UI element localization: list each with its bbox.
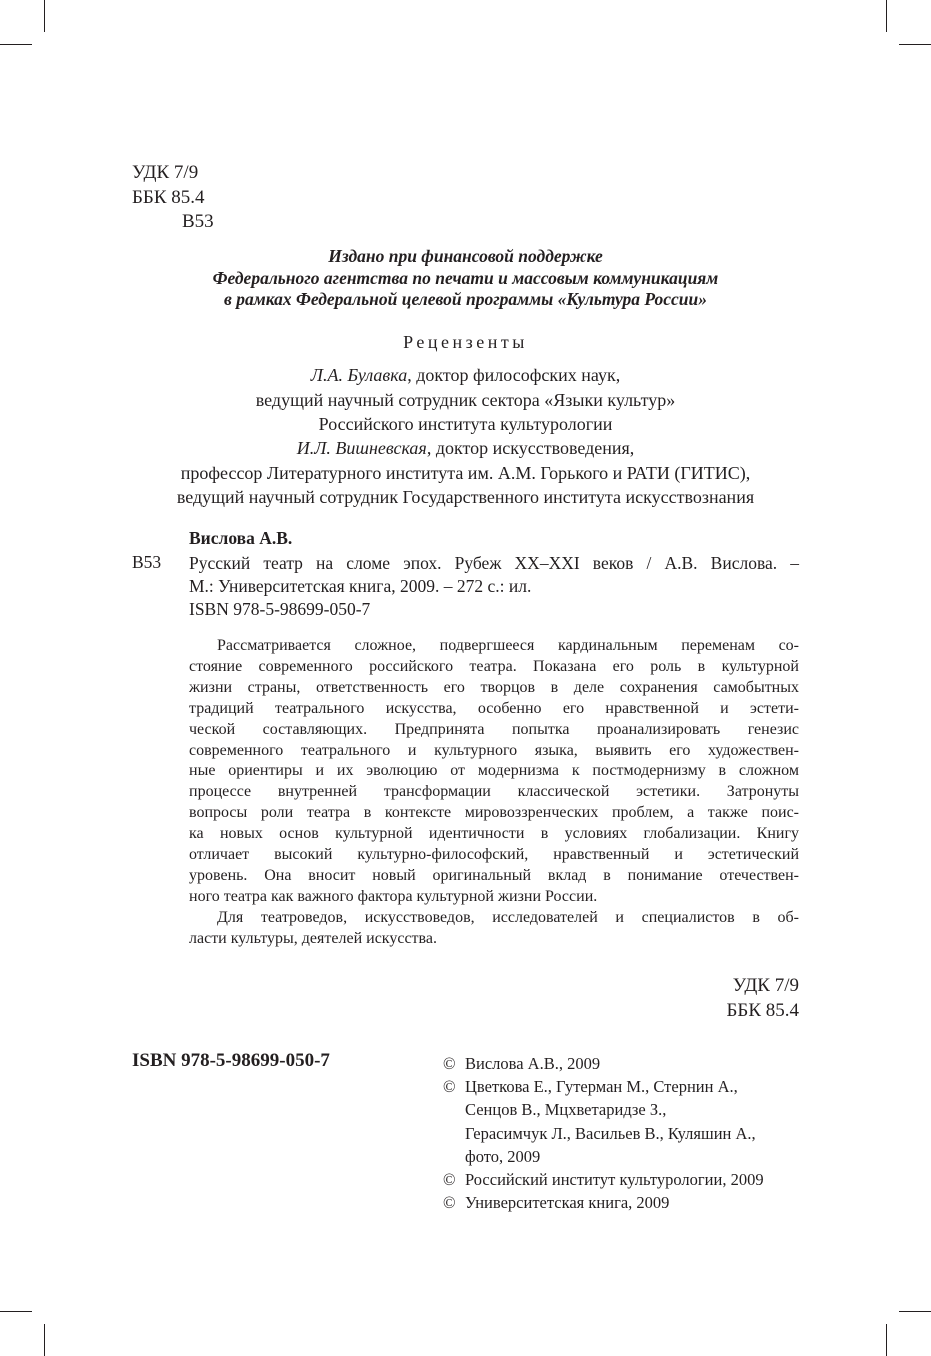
copyright-item — [443, 1191, 803, 1214]
annotation-line: отличает высокий культурно-философский, нравственный и эстетический — [189, 846, 799, 864]
crop-mark — [886, 1324, 887, 1356]
biblio-line: ISBN 978-5-98699-050-7 — [189, 599, 371, 619]
udk-code: УДК 7/9 — [132, 162, 199, 183]
udk-classification-top — [132, 161, 214, 235]
bbk-code: ББК 85.4 — [726, 999, 799, 1021]
annotation-line: Рассматривается сложное, подвергшееся кардинальным переменам со- — [217, 637, 799, 654]
biblio-line: М.: Университетская книга, 2009. – 272 с.: ил. — [189, 576, 532, 596]
copyright-line: Российский институт культурологии, 2009 — [465, 1170, 764, 1190]
annotation-line: стояние современного российского театра. Показана его роль в культурной — [189, 657, 799, 675]
copyright-icon: © — [443, 1193, 456, 1213]
crop-mark — [899, 1311, 931, 1312]
biblio-line: Русский театр на сломе эпох. Рубеж XX–XXI веков / А.В. Вислова. – — [189, 553, 799, 573]
annotation-line: вопросы роли театра в контексте мировоззренческих проблем, а также поис- — [189, 804, 799, 822]
funding-note — [132, 246, 799, 311]
reviewers-heading: Рецензенты — [403, 332, 528, 352]
reviewer-degree: , доктор философских наук, — [407, 365, 621, 385]
isbn: ISBN 978-5-98699-050-7 — [132, 1050, 330, 1071]
annotation-line: ные ориентиры и их эволюцию от модернизма к постмодернизму в сложном — [189, 762, 799, 780]
reviewer-position: Российского института культурологии — [318, 414, 613, 434]
copyright-block — [443, 1052, 803, 1214]
crop-mark — [0, 44, 32, 45]
annotation-line: уровень. Она вносит новый оригинальный вклад в понимание отечествен- — [189, 866, 799, 884]
annotation-line: ласти культуры, деятелей искусства. — [189, 929, 437, 947]
udk-code: УДК 7/9 — [732, 975, 799, 996]
bbk-code: ББК 85.4 — [132, 186, 205, 208]
funding-line: в рамках Федеральной целевой программы «Культура России» — [224, 289, 707, 309]
reviewer-position: профессор Литературного института им. А.М. Горького и РАТИ (ГИТИС), — [180, 462, 751, 483]
reviewer-position: ведущий научный сотрудник Государственного института искусствознания — [176, 487, 755, 507]
copyright-icon: © — [443, 1054, 456, 1073]
author-sign: В53 — [182, 211, 214, 232]
copyright-line: Цветкова Е., Гутерман М., Стернин А., — [465, 1077, 738, 1097]
funding-line: Издано при финансовой поддержке — [328, 246, 603, 266]
annotation-line: традиций театрального искусства, особенно его нравственной и эстети- — [189, 699, 799, 717]
reviewer-degree: , доктор искусствоведения, — [426, 438, 635, 458]
copyright-line: Университетская книга, 2009 — [465, 1193, 670, 1213]
funding-line: Федерального агентства по печати и массовым коммуникациям — [212, 267, 719, 288]
copyright-icon: © — [443, 1170, 456, 1190]
author-heading: Вислова А.В. — [189, 528, 293, 548]
copyright-line: Герасимчук Л., Васильев В., Куляшин А., — [465, 1123, 756, 1143]
crop-mark — [886, 0, 887, 32]
annotation-line: Для театроведов, искусствоведов, исследователей и специалистов в об- — [217, 908, 799, 926]
udk-classification-bottom — [727, 974, 800, 1023]
bibliographic-description — [189, 552, 799, 621]
reviewer-name: Л.А. Булавка — [310, 365, 408, 385]
copyright-item — [443, 1075, 803, 1168]
annotation-line: процессе внутренней трансформации классической эстетики. Затронуты — [189, 783, 799, 801]
copyright-item — [443, 1168, 803, 1191]
annotation-line: жизни страны, ответственность его творцов в деле сохранения самобытных — [189, 678, 799, 696]
crop-mark — [0, 1311, 32, 1312]
annotation-line: ного театра как важного фактора культурной жизни России. — [189, 887, 598, 905]
copyright-line: фото, 2009 — [465, 1146, 541, 1166]
crop-mark — [44, 1324, 45, 1356]
reviewer-name: И.Л. Вишневская — [296, 438, 427, 458]
reviewer-position: ведущий научный сотрудник сектора «Языки культур» — [255, 389, 676, 410]
reviewer-1 — [132, 363, 799, 437]
bibliographic-code: В53 — [132, 552, 162, 572]
annotation-line: современного театрального и культурного языка, выявить его художествен- — [189, 741, 799, 759]
crop-mark — [899, 44, 931, 45]
annotation — [189, 636, 799, 950]
annotation-line: ка новых основ культурной идентичности в условиях глобализации. Книгу — [189, 825, 799, 843]
copyright-item — [443, 1052, 803, 1075]
copyright-icon: © — [443, 1077, 456, 1097]
reviewer-2 — [132, 436, 799, 510]
copyright-line: Вислова А.В., 2009 — [465, 1054, 601, 1073]
crop-mark — [44, 0, 45, 32]
copyright-line: Сенцов В., Мцхветаридзе З., — [465, 1100, 667, 1120]
annotation-line: ческой составляющих. Предпринята попытка проанализировать генезис — [189, 720, 799, 738]
